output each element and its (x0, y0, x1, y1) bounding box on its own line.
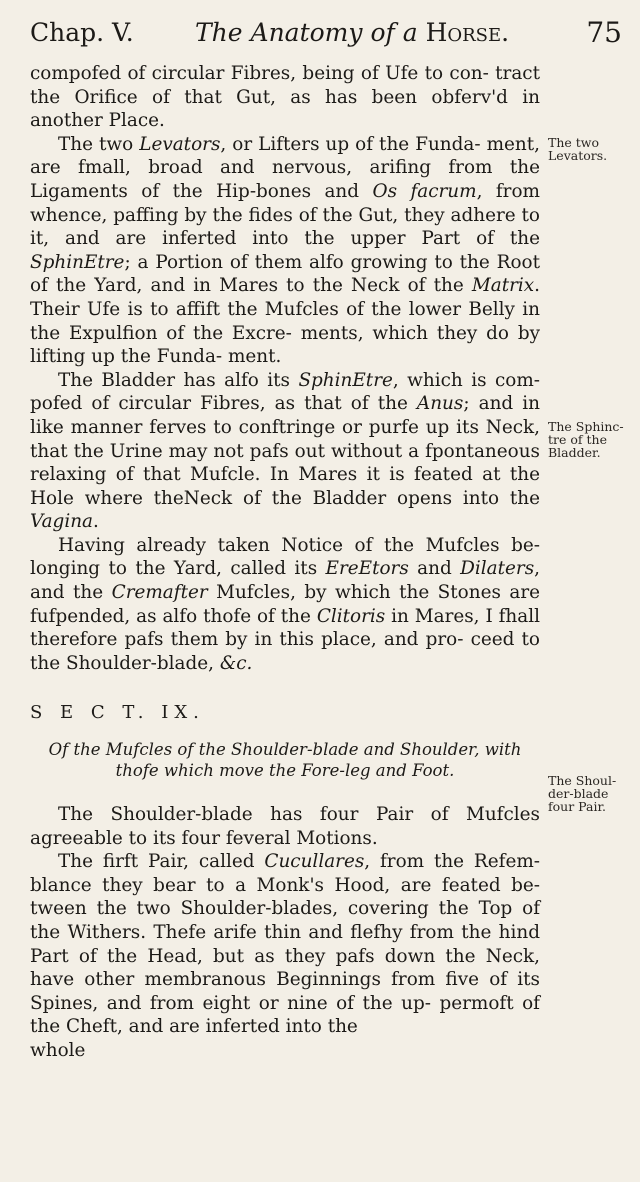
text-run: The Bladder has alfo its (58, 369, 299, 391)
term-erectors: EreEtors (325, 558, 409, 580)
section-subtitle: Of the Mufcles of the Shoulder-blade and Shoulder, with thofe which move the Fore-leg and Foot. (48, 740, 522, 781)
catchword: whole (30, 1039, 86, 1061)
chapter-label: Chap. V. (30, 18, 134, 47)
term-cremaster: Cremafter (111, 582, 208, 604)
text-run: , from whence, paffing by the fides of the Gut, they adhere to it, and are inferted into the upper Part of the (30, 180, 540, 250)
margin-note-sphincter: The Sphinc- tre of the Bladder. (548, 419, 624, 460)
term-os-sacrum: Os facrum (372, 180, 477, 202)
text-run: Mufcles, by which the Stones are fufpended, as alfo thofe of the (30, 582, 540, 627)
section-heading: S E C T. IX. (30, 702, 205, 724)
text-run: ; and in like manner ferves to conftringe or purfe up its Neck, that the Urine may not pafs out without a fpontaneous relaxing of that Mufcle. In Mares it is feated at the Hole where theNeck of the Bladder opens into the (30, 393, 540, 509)
paragraph-yard (30, 534, 540, 676)
text-run: and (408, 558, 461, 580)
running-title (195, 18, 509, 47)
text-run: Having already taken Notice of the Mufcles be- longing to the Yard, called its (30, 534, 540, 580)
text-run: , which is com- pofed of circular Fibres, as that of the (30, 369, 540, 415)
text-run: , from the Refem- blance they bear to a Monk's Hood, are feated be- tween the two Shoulder-blades, covering the Top of the Withers. Thefe arife thin and flefhy from the hind Part of the Head, but as they pafs down the Neck, have other membranous Beginnings from five of its Spines, and from eight or nine of the up- permoft of the Cheft, and are inferted into the (30, 851, 540, 1038)
text-run: in Mares, I fhall therefore pafs them by in this place, and pro- ceed to the Shoulder-blade, (30, 605, 540, 674)
term-clitoris: Clitoris (316, 605, 386, 627)
term-anus: Anus (416, 393, 464, 415)
margin-note-shoulder: The Shoul- der-blade four Pair. (548, 773, 617, 814)
term-cucullares: Cucullares (264, 851, 365, 873)
term-vagina: Vagina (30, 511, 94, 533)
text-etc: &c. (219, 652, 253, 674)
text-run: ; a Portion of them alfo growing to the Root of the Yard, and in Mares to the Neck of the (30, 251, 540, 297)
text-run: The two (58, 133, 140, 155)
term-sphincter: SphinEtre (30, 251, 125, 273)
margin-note-levators: The two Levators. (548, 135, 608, 163)
paragraph-cucullares (30, 850, 540, 1039)
paragraph-continuation: compofed of circular Fibres, being of Ufe to con- tract the Orifice of that Gut, as has been obferv'd in another Place. (30, 63, 540, 132)
term-dilaters: Dilaters (460, 558, 535, 580)
text-run: . Their Ufe is to affift the Mufcles of the lower Belly in the Expulfion of the Excre- ments, which they do by lifting up the Funda- ment. (30, 275, 540, 368)
running-title-italic: The Anatomy of a (195, 18, 418, 47)
text-run: , and the (30, 558, 540, 604)
text-run: . (93, 511, 99, 533)
running-header (20, 14, 624, 54)
running-title-caps: Horse. (425, 18, 510, 47)
main-text (30, 62, 540, 1063)
term-matrix: Matrix (471, 275, 535, 297)
term-levators: Levators (139, 133, 221, 155)
paragraph-levators (30, 133, 540, 369)
term-sphincter: SphinEtre (298, 369, 393, 391)
text-run: , or Lifters up of the Funda- ment, are fmall, broad and nervous, arifing from the Ligaments of the Hip-bones and (30, 133, 541, 202)
text-run: The firft Pair, called (58, 851, 265, 873)
paragraph-shoulder: The Shoulder-blade has four Pair of Mufcles agreeable to its four feveral Motions. (30, 804, 540, 849)
page-number: 75 (586, 16, 622, 49)
paragraph-bladder (30, 369, 540, 534)
